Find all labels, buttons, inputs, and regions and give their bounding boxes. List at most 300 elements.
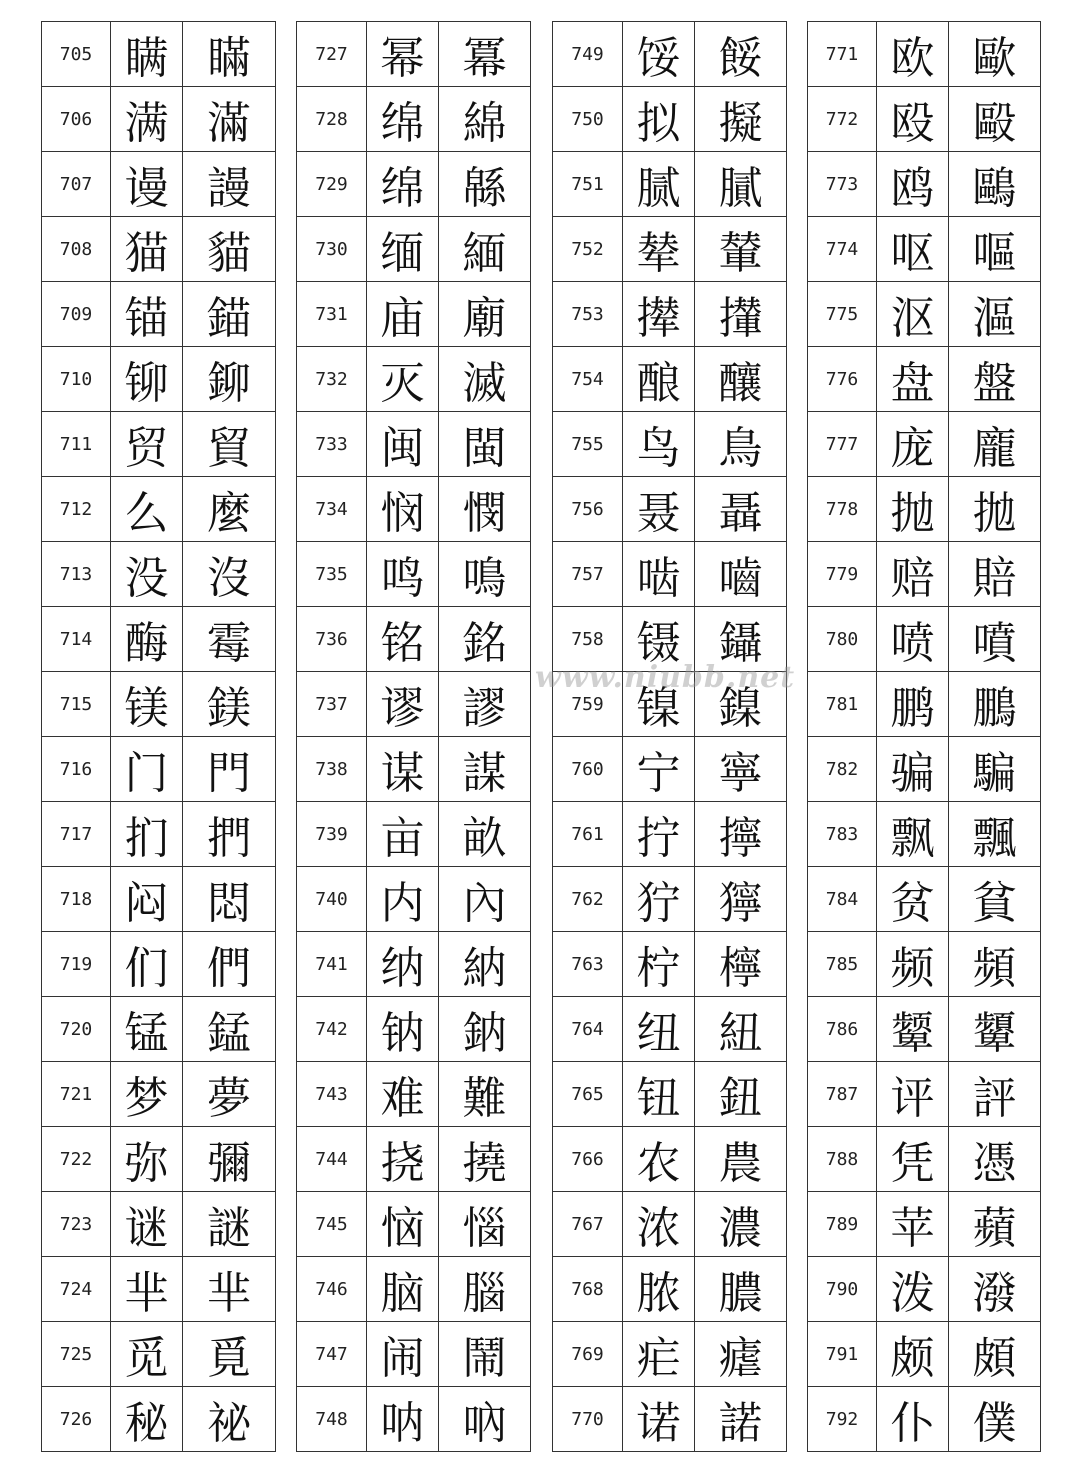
table-row xyxy=(42,1127,276,1192)
entry-number: 745 xyxy=(297,1192,367,1257)
traditional-char: 彌 xyxy=(183,1127,276,1192)
entry-number: 732 xyxy=(297,347,367,412)
table-row xyxy=(553,932,787,997)
entry-number: 744 xyxy=(297,1127,367,1192)
traditional-char: 貓 xyxy=(183,217,276,282)
entry-number: 774 xyxy=(808,217,877,282)
table-column-3 xyxy=(552,21,787,1452)
traditional-char: 農 xyxy=(695,1127,787,1192)
simplified-char: 镊 xyxy=(623,607,695,672)
entry-number: 786 xyxy=(808,997,877,1062)
traditional-char: 謀 xyxy=(439,737,531,802)
simplified-char: 酿 xyxy=(623,347,695,412)
simplified-char: 恼 xyxy=(367,1192,439,1257)
simplified-char: 柠 xyxy=(623,932,695,997)
simplified-char: 闹 xyxy=(367,1322,439,1387)
table-row xyxy=(297,22,531,87)
table-row xyxy=(297,87,531,152)
traditional-char: 噴 xyxy=(949,607,1041,672)
traditional-char: 門 xyxy=(183,737,276,802)
entry-number: 741 xyxy=(297,932,367,997)
table-row xyxy=(42,1322,276,1387)
traditional-char: 閩 xyxy=(439,412,531,477)
table-row xyxy=(297,477,531,542)
simplified-char: 农 xyxy=(623,1127,695,1192)
simplified-char: 弥 xyxy=(111,1127,183,1192)
table-row xyxy=(808,1257,1041,1322)
simplified-char: 内 xyxy=(367,867,439,932)
entry-number: 705 xyxy=(42,22,111,87)
entry-number: 757 xyxy=(553,542,623,607)
entry-number: 731 xyxy=(297,282,367,347)
table-row xyxy=(297,1257,531,1322)
traditional-char: 綿 xyxy=(439,87,531,152)
table-row xyxy=(42,932,276,997)
table-row xyxy=(808,932,1041,997)
traditional-char: 拋 xyxy=(949,477,1041,542)
traditional-char: 謎 xyxy=(183,1192,276,1257)
simplified-char: 狞 xyxy=(623,867,695,932)
simplified-char: 贫 xyxy=(877,867,949,932)
table-row xyxy=(297,217,531,282)
char-table-2 xyxy=(296,21,531,1452)
traditional-char: 夢 xyxy=(183,1062,276,1127)
simplified-char: 灭 xyxy=(367,347,439,412)
entry-number: 758 xyxy=(553,607,623,672)
simplified-char: 仆 xyxy=(877,1387,949,1452)
traditional-char: 鳴 xyxy=(439,542,531,607)
entry-number: 720 xyxy=(42,997,111,1062)
simplified-char: 挠 xyxy=(367,1127,439,1192)
entry-number: 772 xyxy=(808,87,877,152)
simplified-char: 评 xyxy=(877,1062,949,1127)
table-row xyxy=(42,1062,276,1127)
table-row xyxy=(297,867,531,932)
traditional-char: 內 xyxy=(439,867,531,932)
table-row xyxy=(297,1387,531,1452)
entry-number: 716 xyxy=(42,737,111,802)
simplified-char: 呐 xyxy=(367,1387,439,1452)
table-row xyxy=(297,997,531,1062)
traditional-char: 評 xyxy=(949,1062,1041,1127)
simplified-char: 谬 xyxy=(367,672,439,737)
traditional-char: 鵬 xyxy=(949,672,1041,737)
entry-number: 739 xyxy=(297,802,367,867)
table-row xyxy=(808,1322,1041,1387)
simplified-char: 铆 xyxy=(111,347,183,412)
traditional-char: 瞞 xyxy=(183,22,276,87)
simplified-char: 纳 xyxy=(367,932,439,997)
entry-number: 714 xyxy=(42,607,111,672)
entry-number: 763 xyxy=(553,932,623,997)
simplified-char: 纽 xyxy=(623,997,695,1062)
traditional-char: 憫 xyxy=(439,477,531,542)
simplified-char: 凭 xyxy=(877,1127,949,1192)
traditional-char: 惱 xyxy=(439,1192,531,1257)
traditional-char: 歐 xyxy=(949,22,1041,87)
table-row xyxy=(553,1192,787,1257)
entry-number: 725 xyxy=(42,1322,111,1387)
simplified-char: 脑 xyxy=(367,1257,439,1322)
simplified-char: 撵 xyxy=(623,282,695,347)
traditional-char: 憑 xyxy=(949,1127,1041,1192)
simplified-char: 满 xyxy=(111,87,183,152)
simplified-char: 铭 xyxy=(367,607,439,672)
table-row xyxy=(808,282,1041,347)
entry-number: 766 xyxy=(553,1127,623,1192)
simplified-char: 谋 xyxy=(367,737,439,802)
entry-number: 773 xyxy=(808,152,877,217)
traditional-char: 獰 xyxy=(695,867,787,932)
traditional-char: 緜 xyxy=(439,152,531,217)
table-row xyxy=(808,412,1041,477)
traditional-char: 麼 xyxy=(183,477,276,542)
entry-number: 776 xyxy=(808,347,877,412)
entry-number: 737 xyxy=(297,672,367,737)
table-row xyxy=(42,1387,276,1452)
table-row xyxy=(553,282,787,347)
simplified-char: 绵 xyxy=(367,87,439,152)
simplified-char: 贸 xyxy=(111,412,183,477)
table-column-4 xyxy=(807,21,1041,1452)
entry-number: 788 xyxy=(808,1127,877,1192)
table-row xyxy=(808,22,1041,87)
table-row xyxy=(297,1192,531,1257)
traditional-char: 瘧 xyxy=(695,1322,787,1387)
table-row xyxy=(808,1192,1041,1257)
simplified-char: 赔 xyxy=(877,542,949,607)
traditional-char: 祕 xyxy=(183,1387,276,1452)
simplified-char: 脓 xyxy=(623,1257,695,1322)
traditional-char: 鈉 xyxy=(439,997,531,1062)
entry-number: 792 xyxy=(808,1387,877,1452)
simplified-char: 瞒 xyxy=(111,22,183,87)
table-row xyxy=(553,1387,787,1452)
simplified-char: 啮 xyxy=(623,542,695,607)
entry-number: 780 xyxy=(808,607,877,672)
simplified-char: 闷 xyxy=(111,867,183,932)
entry-number: 775 xyxy=(808,282,877,347)
table-row xyxy=(42,607,276,672)
traditional-char: 擰 xyxy=(695,802,787,867)
entry-number: 746 xyxy=(297,1257,367,1322)
simplified-char: 谩 xyxy=(111,152,183,217)
traditional-char: 冪 xyxy=(439,22,531,87)
entry-number: 729 xyxy=(297,152,367,217)
entry-number: 726 xyxy=(42,1387,111,1452)
entry-number: 748 xyxy=(297,1387,367,1452)
traditional-char: 霉 xyxy=(183,607,276,672)
entry-number: 709 xyxy=(42,282,111,347)
table-row xyxy=(808,607,1041,672)
traditional-char: 膿 xyxy=(695,1257,787,1322)
entry-number: 718 xyxy=(42,867,111,932)
entry-number: 743 xyxy=(297,1062,367,1127)
traditional-char: 緬 xyxy=(439,217,531,282)
table-row xyxy=(808,87,1041,152)
simplified-char: 沤 xyxy=(877,282,949,347)
table-row xyxy=(808,217,1041,282)
traditional-char: 吶 xyxy=(439,1387,531,1452)
entry-number: 762 xyxy=(553,867,623,932)
table-row xyxy=(808,1387,1041,1452)
simplified-char: 馁 xyxy=(623,22,695,87)
entry-number: 768 xyxy=(553,1257,623,1322)
simplified-char: 骗 xyxy=(877,737,949,802)
simplified-char: 闽 xyxy=(367,412,439,477)
entry-number: 753 xyxy=(553,282,623,347)
traditional-char: 貧 xyxy=(949,867,1041,932)
traditional-char: 飄 xyxy=(949,802,1041,867)
table-row xyxy=(808,1062,1041,1127)
entry-number: 712 xyxy=(42,477,111,542)
simplified-char: 么 xyxy=(111,477,183,542)
entry-number: 749 xyxy=(553,22,623,87)
table-row xyxy=(297,737,531,802)
simplified-char: 殴 xyxy=(877,87,949,152)
traditional-char: 嘔 xyxy=(949,217,1041,282)
char-table-1 xyxy=(41,21,276,1452)
traditional-char: 納 xyxy=(439,932,531,997)
traditional-char: 捫 xyxy=(183,802,276,867)
entry-number: 785 xyxy=(808,932,877,997)
table-row xyxy=(808,997,1041,1062)
traditional-char: 盤 xyxy=(949,347,1041,412)
traditional-char: 漚 xyxy=(949,282,1041,347)
table-column-1 xyxy=(41,21,276,1452)
simplified-char: 鸟 xyxy=(623,412,695,477)
entry-number: 727 xyxy=(297,22,367,87)
table-row xyxy=(42,737,276,802)
table-row xyxy=(297,932,531,997)
simplified-char: 鸥 xyxy=(877,152,949,217)
simplified-char: 拟 xyxy=(623,87,695,152)
traditional-char: 頗 xyxy=(949,1322,1041,1387)
traditional-char: 撓 xyxy=(439,1127,531,1192)
simplified-char: 镍 xyxy=(623,672,695,737)
traditional-char: 銘 xyxy=(439,607,531,672)
simplified-char: 浓 xyxy=(623,1192,695,1257)
entry-number: 779 xyxy=(808,542,877,607)
entry-number: 730 xyxy=(297,217,367,282)
table-row xyxy=(553,412,787,477)
simplified-char: 喷 xyxy=(877,607,949,672)
entry-number: 787 xyxy=(808,1062,877,1127)
table-row xyxy=(42,672,276,737)
table-row xyxy=(42,87,276,152)
table-row xyxy=(808,672,1041,737)
traditional-char: 廟 xyxy=(439,282,531,347)
simplified-char: 猫 xyxy=(111,217,183,282)
table-row xyxy=(553,997,787,1062)
simplified-char: 抛 xyxy=(877,477,949,542)
traditional-char: 鳥 xyxy=(695,412,787,477)
simplified-char: 辇 xyxy=(623,217,695,282)
traditional-char: 蘋 xyxy=(949,1192,1041,1257)
table-row xyxy=(42,1192,276,1257)
table-row xyxy=(808,542,1041,607)
table-row xyxy=(297,672,531,737)
char-table-4 xyxy=(807,21,1041,1452)
entry-number: 707 xyxy=(42,152,111,217)
entry-number: 752 xyxy=(553,217,623,282)
table-row xyxy=(808,347,1041,412)
entry-number: 754 xyxy=(553,347,623,412)
traditional-char: 鬧 xyxy=(439,1322,531,1387)
table-row xyxy=(553,1062,787,1127)
table-row xyxy=(553,217,787,282)
traditional-char: 攆 xyxy=(695,282,787,347)
table-row xyxy=(808,1127,1041,1192)
entry-number: 747 xyxy=(297,1322,367,1387)
traditional-char: 謬 xyxy=(439,672,531,737)
traditional-char: 嚙 xyxy=(695,542,787,607)
simplified-char: 门 xyxy=(111,737,183,802)
table-row xyxy=(553,477,787,542)
traditional-char: 鎂 xyxy=(183,672,276,737)
traditional-char: 謾 xyxy=(183,152,276,217)
traditional-char: 膩 xyxy=(695,152,787,217)
traditional-char: 畝 xyxy=(439,802,531,867)
entry-number: 765 xyxy=(553,1062,623,1127)
table-row xyxy=(42,542,276,607)
entry-number: 783 xyxy=(808,802,877,867)
entry-number: 722 xyxy=(42,1127,111,1192)
traditional-char: 滿 xyxy=(183,87,276,152)
simplified-char: 腻 xyxy=(623,152,695,217)
entry-number: 778 xyxy=(808,477,877,542)
simplified-char: 频 xyxy=(877,932,949,997)
simplified-char: 庞 xyxy=(877,412,949,477)
simplified-char: 幂 xyxy=(367,22,439,87)
simplified-char: 宁 xyxy=(623,737,695,802)
table-row xyxy=(42,152,276,217)
traditional-char: 賠 xyxy=(949,542,1041,607)
table-row xyxy=(297,607,531,672)
simplified-char: 扪 xyxy=(111,802,183,867)
simplified-char: 缅 xyxy=(367,217,439,282)
table-column-2 xyxy=(296,21,531,1452)
simplified-char: 镁 xyxy=(111,672,183,737)
simplified-char: 觅 xyxy=(111,1322,183,1387)
table-row xyxy=(42,802,276,867)
entry-number: 767 xyxy=(553,1192,623,1257)
entry-number: 790 xyxy=(808,1257,877,1322)
entry-number: 740 xyxy=(297,867,367,932)
table-row xyxy=(297,542,531,607)
simplified-char: 拧 xyxy=(623,802,695,867)
entry-number: 713 xyxy=(42,542,111,607)
entry-number: 771 xyxy=(808,22,877,87)
table-row xyxy=(553,542,787,607)
simplified-char: 诺 xyxy=(623,1387,695,1452)
simplified-char: 秘 xyxy=(111,1387,183,1452)
traditional-char: 龐 xyxy=(949,412,1041,477)
simplified-char: 泼 xyxy=(877,1257,949,1322)
simplified-char: 钠 xyxy=(367,997,439,1062)
simplified-char: 梦 xyxy=(111,1062,183,1127)
simplified-char: 们 xyxy=(111,932,183,997)
entry-number: 759 xyxy=(553,672,623,737)
traditional-char: 滅 xyxy=(439,347,531,412)
simplified-char: 颇 xyxy=(877,1322,949,1387)
entry-number: 734 xyxy=(297,477,367,542)
entry-number: 708 xyxy=(42,217,111,282)
entry-number: 755 xyxy=(553,412,623,477)
entry-number: 750 xyxy=(553,87,623,152)
traditional-char: 釀 xyxy=(695,347,787,412)
entry-number: 760 xyxy=(553,737,623,802)
traditional-char: 紐 xyxy=(695,997,787,1062)
traditional-char: 檸 xyxy=(695,932,787,997)
entry-number: 719 xyxy=(42,932,111,997)
table-row xyxy=(808,867,1041,932)
entry-number: 723 xyxy=(42,1192,111,1257)
traditional-char: 們 xyxy=(183,932,276,997)
simplified-char: 钮 xyxy=(623,1062,695,1127)
table-row xyxy=(553,1257,787,1322)
entry-number: 781 xyxy=(808,672,877,737)
traditional-char: 覓 xyxy=(183,1322,276,1387)
table-row xyxy=(297,1062,531,1127)
simplified-char: 呕 xyxy=(877,217,949,282)
table-row xyxy=(297,1322,531,1387)
simplified-char: 芈 xyxy=(111,1257,183,1322)
traditional-char: 濃 xyxy=(695,1192,787,1257)
entry-number: 770 xyxy=(553,1387,623,1452)
entry-number: 715 xyxy=(42,672,111,737)
table-row xyxy=(42,347,276,412)
table-row xyxy=(808,477,1041,542)
table-row xyxy=(553,1127,787,1192)
simplified-char: 飘 xyxy=(877,802,949,867)
entry-number: 761 xyxy=(553,802,623,867)
table-row xyxy=(553,867,787,932)
traditional-char: 鷗 xyxy=(949,152,1041,217)
simplified-char: 欧 xyxy=(877,22,949,87)
traditional-char: 錳 xyxy=(183,997,276,1062)
entry-number: 735 xyxy=(297,542,367,607)
traditional-char: 擬 xyxy=(695,87,787,152)
entry-number: 738 xyxy=(297,737,367,802)
table-row xyxy=(42,477,276,542)
traditional-char: 頻 xyxy=(949,932,1041,997)
table-row xyxy=(553,152,787,217)
table-row xyxy=(297,802,531,867)
table-row xyxy=(553,87,787,152)
simplified-char: 苹 xyxy=(877,1192,949,1257)
entry-number: 724 xyxy=(42,1257,111,1322)
simplified-char: 悯 xyxy=(367,477,439,542)
table-row xyxy=(297,412,531,477)
simplified-char: 没 xyxy=(111,542,183,607)
table-row xyxy=(553,607,787,672)
entry-number: 769 xyxy=(553,1322,623,1387)
table-row xyxy=(42,867,276,932)
traditional-char: 腦 xyxy=(439,1257,531,1322)
table-row xyxy=(808,802,1041,867)
traditional-char: 難 xyxy=(439,1062,531,1127)
simplified-char: 亩 xyxy=(367,802,439,867)
simplified-char: 聂 xyxy=(623,477,695,542)
entry-number: 756 xyxy=(553,477,623,542)
entry-number: 784 xyxy=(808,867,877,932)
table-row xyxy=(42,997,276,1062)
table-row xyxy=(297,282,531,347)
traditional-char: 聶 xyxy=(695,477,787,542)
simplified-char: 难 xyxy=(367,1062,439,1127)
entry-number: 728 xyxy=(297,87,367,152)
